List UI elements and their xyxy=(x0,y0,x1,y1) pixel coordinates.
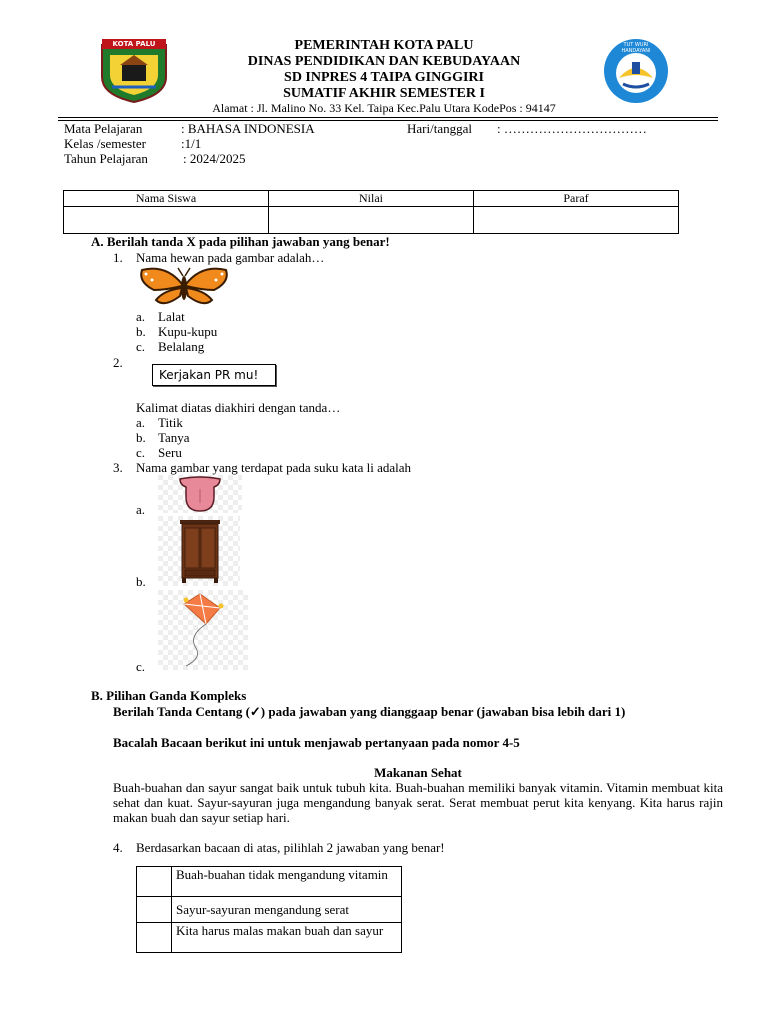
header-line-2: DINAS PENDIDIKAN DAN KEBUDAYAAN xyxy=(247,54,521,69)
q4-choice-2: Sayur-sayuran mengandung serat xyxy=(172,897,402,923)
q3-text: Nama gambar yang terdapat pada suku kata li adalah xyxy=(136,460,412,475)
q2-option-a-text[interactable]: Titik xyxy=(158,415,183,430)
q1-option-a-text[interactable]: Lalat xyxy=(158,309,185,324)
student-name-header: Nama Siswa xyxy=(64,191,269,207)
q2-option-b-text[interactable]: Tanya xyxy=(158,430,190,445)
day-label: Hari/tanggal xyxy=(407,121,472,136)
header-line-3: SD INPRES 4 TAIPA GINGGIRI xyxy=(284,70,484,85)
class-value: :1/1 xyxy=(181,136,202,151)
class-label: Kelas /semester xyxy=(64,136,146,151)
q3-option-a-letter[interactable]: a. xyxy=(136,502,146,517)
q4-checkbox-2[interactable] xyxy=(137,897,172,923)
student-id-table xyxy=(63,190,679,234)
section-b-instruction: Berilah Tanda Centang (✓) pada jawaban yang dianggaap benar (jawaban bisa lebih dari 1) xyxy=(113,704,626,719)
wardrobe-image xyxy=(158,516,240,586)
section-a-title: A. Berilah tanda X pada pilihan jawaban yang benar! xyxy=(91,234,390,249)
q1-number: 1. xyxy=(113,250,123,265)
q1-option-b-text[interactable]: Kupu-kupu xyxy=(158,324,218,339)
reading-passage: Buah-buahan dan sayur sangat baik untuk tubuh kita. Buah-buahan memiliki banyak vitamin. Vitamin membuat kita sehat dan kuat. Sayur-sayuran juga mengandung banyak serat. Serat membuat perut kita kenyang. Kita harus rajin makan buah dan sayur setiap hari. xyxy=(113,780,723,825)
q4-choice-1: Buah-buahan tidak mengandung vitamin xyxy=(172,867,402,897)
header-line-4: SUMATIF AKHIR SEMESTER I xyxy=(283,86,485,101)
q2-number: 2. xyxy=(113,355,123,370)
subject-value: : BAHASA INDONESIA xyxy=(181,121,315,136)
day-value: : …………………………… xyxy=(497,121,647,136)
q4-choice-table xyxy=(136,866,402,953)
logo-right-text: TUT WURI HANDAYANI xyxy=(621,42,651,54)
header-line-1: PEMERINTAH KOTA PALU xyxy=(294,38,474,53)
q4-number: 4. xyxy=(113,840,123,855)
butterfly-image xyxy=(136,266,232,308)
q1-text: Nama hewan pada gambar adalah… xyxy=(136,250,325,265)
q4-choice-3: Kita harus malas makan buah dan sayur xyxy=(172,923,402,953)
header-address: Alamat : Jl. Malino No. 33 Kel. Taipa Kec.Palu Utara KodePos : 94147 xyxy=(212,101,556,115)
q1-option-c-letter[interactable]: c. xyxy=(136,339,146,354)
q3-number: 3. xyxy=(113,460,123,475)
year-label: Tahun Pelajaran xyxy=(64,151,148,166)
q2-option-c-letter[interactable]: c. xyxy=(136,445,146,460)
header-divider xyxy=(58,117,718,118)
subject-label: Mata Pelajaran xyxy=(64,121,143,136)
tongue-image xyxy=(158,475,242,513)
logo-left-text: KOTA PALU xyxy=(112,40,156,48)
kite-image xyxy=(158,590,248,670)
q3-option-b-letter[interactable]: b. xyxy=(136,574,146,589)
reading-title: Makanan Sehat xyxy=(374,765,462,780)
score-cell[interactable] xyxy=(269,207,474,234)
reading-instruction: Bacalah Bacaan berikut ini untuk menjawab pertanyaan pada nomor 4-5 xyxy=(113,735,520,750)
student-name-cell[interactable] xyxy=(64,207,269,234)
signature-header: Paraf xyxy=(473,191,678,207)
q2-sentence-box: Kerjakan PR mu! xyxy=(152,364,276,386)
q3-option-c-letter[interactable]: c. xyxy=(136,659,146,674)
q4-checkbox-3[interactable] xyxy=(137,923,172,953)
q1-option-b-letter[interactable]: b. xyxy=(136,324,146,339)
q1-option-a-letter[interactable]: a. xyxy=(136,309,146,324)
q1-option-c-text[interactable]: Belalang xyxy=(158,339,205,354)
q2-option-c-text[interactable]: Seru xyxy=(158,445,182,460)
q2-text: Kalimat diatas diakhiri dengan tanda… xyxy=(136,400,341,415)
q2-option-b-letter[interactable]: b. xyxy=(136,430,146,445)
section-b-title: B. Pilihan Ganda Kompleks xyxy=(91,688,247,703)
q4-text: Berdasarkan bacaan di atas, pilihlah 2 jawaban yang benar! xyxy=(136,840,445,855)
q4-checkbox-1[interactable] xyxy=(137,867,172,897)
year-value: : 2024/2025 xyxy=(183,151,246,166)
signature-cell[interactable] xyxy=(473,207,678,234)
q2-option-a-letter[interactable]: a. xyxy=(136,415,146,430)
score-header: Nilai xyxy=(269,191,474,207)
